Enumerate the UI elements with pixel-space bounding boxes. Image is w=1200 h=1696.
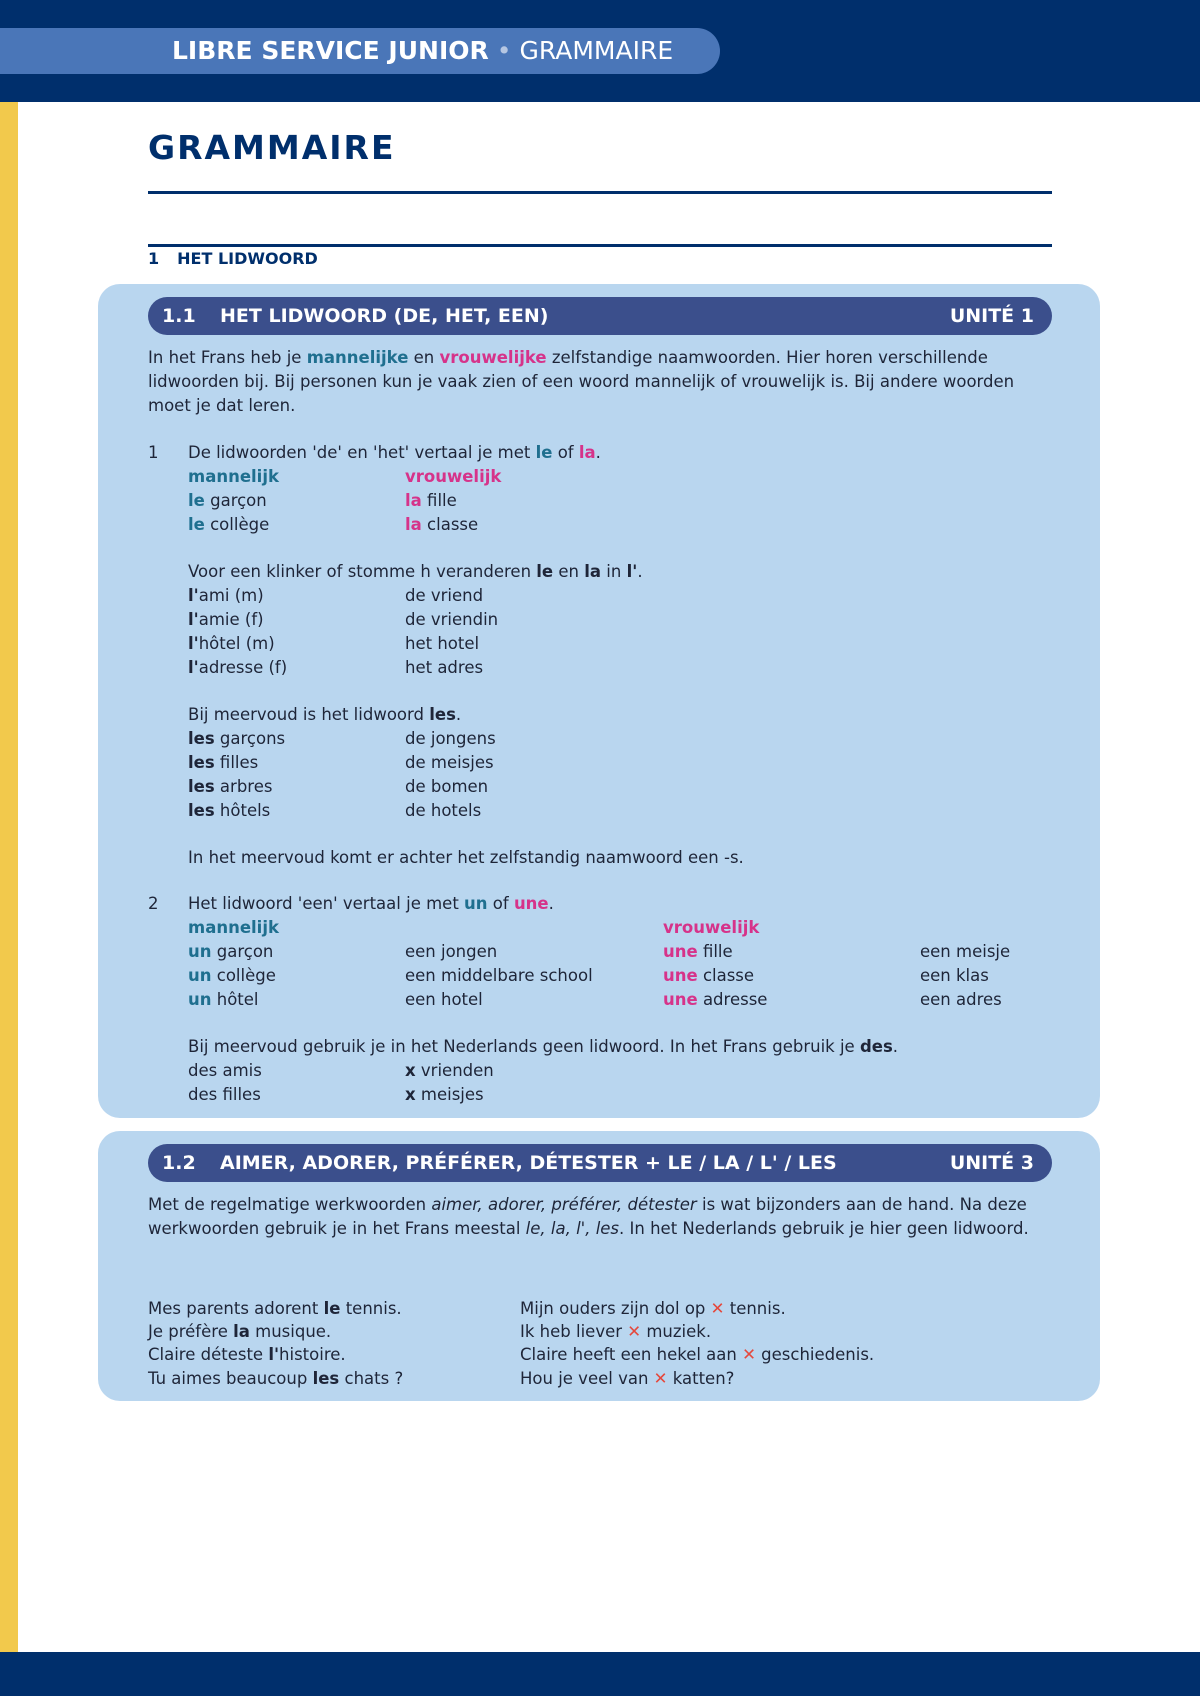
example-masculine <box>188 988 259 1012</box>
box-1-intro <box>148 346 1058 418</box>
des-intro <box>188 1035 898 1059</box>
elision-example <box>188 632 275 656</box>
example-feminine <box>405 513 478 537</box>
article: les <box>188 729 215 748</box>
lead-text: of <box>552 443 579 462</box>
article: l' <box>188 634 199 653</box>
text: histoire. <box>279 1345 346 1364</box>
article: le <box>188 491 205 510</box>
elision-intro <box>188 560 643 584</box>
text: Je préfère <box>148 1322 234 1341</box>
text: Ik heb liever <box>520 1322 628 1341</box>
article: le <box>188 515 205 534</box>
example-feminine <box>663 988 767 1012</box>
plural-example <box>188 799 270 823</box>
section-title: HET LIDWOORD <box>177 249 318 268</box>
masculine-label: mannelijk <box>188 467 279 486</box>
elision-example <box>188 608 264 632</box>
header-label <box>172 28 673 74</box>
translation-masculine: een middelbare school <box>405 966 593 985</box>
text: Mes parents adorent <box>148 1299 324 1318</box>
text: chats ? <box>339 1369 404 1388</box>
plural-translation: de bomen <box>405 777 489 796</box>
intro-masculine: mannelijke <box>306 348 409 367</box>
plural-example <box>188 727 285 751</box>
noun: fille <box>427 491 457 510</box>
article: une <box>663 990 698 1009</box>
example-feminine <box>663 940 733 964</box>
page-title: GRAMMAIRE <box>148 128 396 167</box>
text: katten? <box>667 1369 735 1388</box>
point-2-lead <box>188 892 554 916</box>
text: . <box>455 705 462 724</box>
cross-icon: ✕ <box>627 1322 642 1341</box>
example-masculine <box>188 513 269 537</box>
point-1-number: 1 <box>148 443 159 462</box>
header-pill <box>0 28 720 74</box>
intro-text: en <box>408 348 440 367</box>
section-heading <box>148 249 336 268</box>
cross-icon: ✕ <box>710 1299 725 1318</box>
article: la <box>233 1322 250 1341</box>
elision-example <box>188 584 264 608</box>
cross-icon: ✕ <box>653 1369 668 1388</box>
title-divider <box>148 191 1052 194</box>
example-feminine <box>663 964 754 988</box>
verbs: aimer, adorer, préférer, détester <box>431 1195 697 1214</box>
article: l' <box>626 562 638 581</box>
noun: collège <box>216 966 276 985</box>
lead-text: Het lidwoord 'een' vertaal je met <box>188 894 465 913</box>
lead-text: . <box>548 894 554 913</box>
text: Met de regelmatige werkwoorden <box>148 1195 432 1214</box>
text: Claire heeft een hekel aan <box>520 1345 743 1364</box>
article-une: une <box>513 894 549 913</box>
example-french <box>148 1367 403 1391</box>
text: Hou je veel van <box>520 1369 654 1388</box>
example-feminine <box>405 489 457 513</box>
article: un <box>188 966 212 985</box>
articles: le, la, l', les <box>525 1219 620 1238</box>
grammar-box-1 <box>98 284 1100 1118</box>
text: muziek. <box>641 1322 712 1341</box>
article: le <box>536 562 554 581</box>
text: Mijn ouders zijn dol op <box>520 1299 711 1318</box>
article: l' <box>268 1345 280 1364</box>
article: les <box>188 777 215 796</box>
word: vrienden <box>420 1061 494 1080</box>
point-1-lead <box>188 441 601 465</box>
article: un <box>188 990 212 1009</box>
article-le: le <box>535 443 553 462</box>
elision-example <box>188 656 287 680</box>
text: in <box>601 562 627 581</box>
elision-translation: het adres <box>405 658 484 677</box>
example-dutch <box>520 1367 734 1391</box>
box-2-header <box>148 1144 1052 1182</box>
intro-feminine: vrouwelijke <box>439 348 547 367</box>
article: la <box>405 515 422 534</box>
word: meisjes <box>420 1085 484 1104</box>
example-french <box>148 1320 331 1344</box>
word: adresse (f) <box>198 658 288 677</box>
header-section: GRAMMAIRE <box>519 36 674 65</box>
article: l' <box>188 610 199 629</box>
noun: hôtel <box>216 990 259 1009</box>
example-dutch <box>520 1297 786 1321</box>
plural-note: In het meervoud komt er achter het zelfstandig naamwoord een -s. <box>188 848 744 867</box>
no-article-mark: x <box>405 1085 416 1104</box>
example-dutch <box>520 1343 874 1367</box>
des-translation <box>405 1059 494 1083</box>
lead-text: of <box>487 894 514 913</box>
section-number: 1 <box>148 249 160 268</box>
article: une <box>663 966 698 985</box>
example-masculine <box>188 489 267 513</box>
article: les <box>188 753 215 772</box>
box-2-unit: UNITÉ 3 <box>949 1152 1034 1174</box>
word: hôtel (m) <box>198 634 275 653</box>
text: . In het Nederlands gebruik je hier geen lidwoord. <box>619 1219 1029 1238</box>
plural-example <box>188 751 258 775</box>
text: . <box>637 562 643 581</box>
article: des <box>188 1061 218 1080</box>
box-1-number: 1.1 <box>162 305 196 327</box>
text: tennis. <box>724 1299 786 1318</box>
article: l' <box>188 658 199 677</box>
translation-feminine: een meisje <box>920 942 1011 961</box>
text: Bij meervoud gebruik je in het Nederlands geen lidwoord. In het Frans gebruik je <box>188 1037 860 1056</box>
noun: fille <box>702 942 733 961</box>
example-dutch <box>520 1320 711 1344</box>
example-masculine <box>188 964 276 988</box>
plural-translation: de jongens <box>405 729 496 748</box>
word: hôtels <box>219 801 271 820</box>
grammar-box-2 <box>98 1131 1100 1401</box>
box-1-unit: UNITÉ 1 <box>949 305 1034 327</box>
text: is wat bijzonders aan de hand. Na deze werkwoorden gebruik je in het Frans meestal <box>148 1195 1027 1238</box>
feminine-label: vrouwelijk <box>405 467 502 486</box>
translation-masculine: een hotel <box>405 990 483 1009</box>
bottom-banner <box>0 1652 1200 1696</box>
plural-intro <box>188 703 461 727</box>
header-brand: LIBRE SERVICE JUNIOR <box>172 36 489 65</box>
lead-text: De lidwoorden 'de' en 'het' vertaal je met <box>188 443 536 462</box>
noun: garçon <box>210 491 267 510</box>
section-divider <box>148 244 1052 247</box>
plural-translation: de meisjes <box>405 753 494 772</box>
side-stripe <box>0 102 18 1652</box>
box-2-title: AIMER, ADORER, PRÉFÉRER, DÉTESTER + LE / LA / L' / LES <box>220 1152 837 1174</box>
noun: adresse <box>702 990 768 1009</box>
top-banner <box>0 0 1200 102</box>
article: un <box>188 942 212 961</box>
box-1-header <box>148 297 1052 335</box>
example-french <box>148 1343 346 1367</box>
elision-translation: het hotel <box>405 634 480 653</box>
article: le <box>323 1299 341 1318</box>
article: les <box>188 801 215 820</box>
des-translation <box>405 1083 484 1107</box>
text: geschiedenis. <box>755 1345 875 1364</box>
translation-feminine: een klas <box>920 966 989 985</box>
noun: classe <box>427 515 479 534</box>
article: des <box>188 1085 218 1104</box>
box-2-number: 1.2 <box>162 1152 196 1174</box>
word: garçons <box>219 729 286 748</box>
text: en <box>553 562 585 581</box>
article: la <box>405 491 422 510</box>
article: des <box>859 1037 893 1056</box>
plural-translation: de hotels <box>405 801 482 820</box>
article: les <box>312 1369 340 1388</box>
box-2-intro <box>148 1193 1038 1241</box>
plural-example <box>188 775 272 799</box>
noun: classe <box>702 966 755 985</box>
masculine-label: mannelijk <box>188 918 279 937</box>
elision-translation: de vriend <box>405 586 484 605</box>
intro-text: zelfstandige naamwoorden. Hier horen verschillende lidwoorden bij. Bij personen kun je vaak zien of een woord mannelijk of vrouwelijk is. Bij andere woorden moet je dat leren. <box>148 348 1015 415</box>
text: Voor een klinker of stomme h veranderen <box>188 562 537 581</box>
word: amie (f) <box>198 610 264 629</box>
article: la <box>584 562 602 581</box>
word: ami (m) <box>198 586 264 605</box>
text: tennis. <box>340 1299 402 1318</box>
text: Bij meervoud is het lidwoord <box>188 705 430 724</box>
translation-masculine: een jongen <box>405 942 498 961</box>
text: Tu aimes beaucoup <box>148 1369 313 1388</box>
no-article-mark: x <box>405 1061 416 1080</box>
header-separator: • <box>496 36 512 65</box>
article: les <box>429 705 456 724</box>
des-example <box>188 1083 261 1107</box>
text: Claire déteste <box>148 1345 269 1364</box>
noun: garçon <box>216 942 274 961</box>
point-2-number: 2 <box>148 894 159 913</box>
article: une <box>663 942 698 961</box>
noun: collège <box>210 515 270 534</box>
translation-feminine: een adres <box>920 990 1002 1009</box>
word: arbres <box>219 777 273 796</box>
example-french <box>148 1297 402 1321</box>
word: filles <box>219 753 259 772</box>
feminine-label: vrouwelijk <box>663 918 760 937</box>
example-masculine <box>188 940 273 964</box>
intro-text: In het Frans heb je <box>148 348 307 367</box>
text: musique. <box>249 1322 332 1341</box>
article: l' <box>188 586 199 605</box>
word: filles <box>222 1085 261 1104</box>
text: . <box>892 1037 899 1056</box>
box-1-title: HET LIDWOORD (DE, HET, EEN) <box>220 305 549 327</box>
article-un: un <box>464 894 488 913</box>
article-la: la <box>578 443 596 462</box>
elision-translation: de vriendin <box>405 610 499 629</box>
lead-text: . <box>595 443 601 462</box>
des-example <box>188 1059 262 1083</box>
cross-icon: ✕ <box>742 1345 756 1364</box>
word: amis <box>222 1061 262 1080</box>
